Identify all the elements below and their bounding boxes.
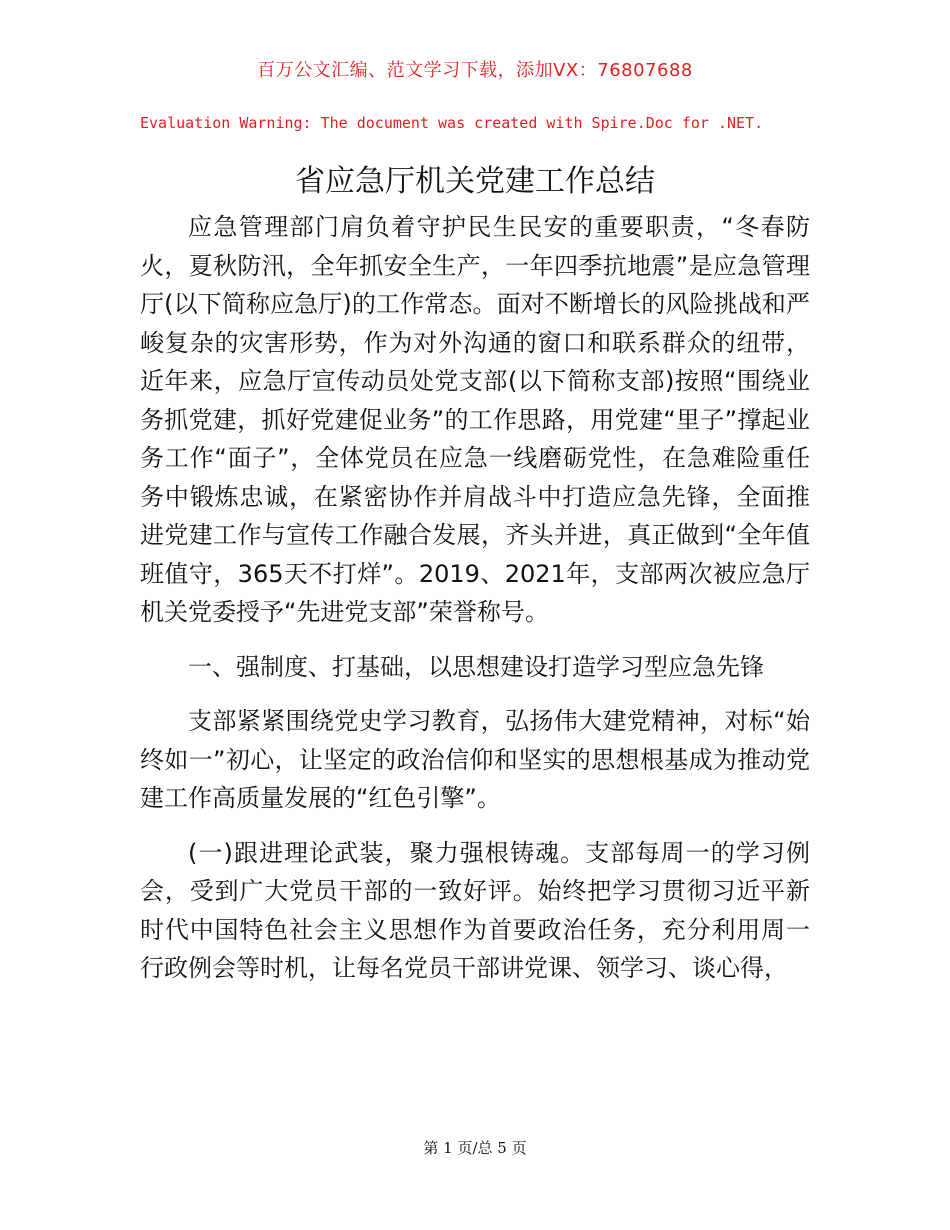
document-title: 省应急厅机关党建工作总结	[295, 164, 655, 199]
evaluation-warning: Evaluation Warning: The document was created with Spire.Doc for .NET.	[140, 114, 764, 132]
document-body	[140, 208, 810, 988]
paragraph-intro: 应急管理部门肩负着守护民生民安的重要职责，“冬春防火，夏秋防汛，全年抓安全生产，一年四季抗地震”是应急管理厅(以下简称应急厅)的工作常态。面对不断增长的风险挑战和严峻复杂的灾害形势，作为对外沟通的窗口和联系群众的纽带，近年来，应急厅宣传动员处党支部(以下简称支部)按照“围绕业务抓党建，抓好党建促业务”的工作思路，用党建“里子”撑起业务工作“面子”，全体党员在应急一线磨砺党性，在急难险重任务中锻炼忠诚，在紧密协作并肩战斗中打造应急先锋，全面推进党建工作与宣传工作融合发展，齐头并进，真正做到“全年值班值守，365天不打烊”。2019、2021年，支部两次被应急厅机关党委授予“先进党支部”荣誉称号。	[140, 213, 810, 626]
page-indicator: 第 1 页/总 5 页	[423, 1139, 527, 1157]
paragraph-section-intro: 支部紧紧围绕党史学习教育，弘扬伟大建党精神，对标“始终如一”初心，让坚定的政治信仰和坚实的思想根基成为推动党建工作高质量发展的“红色引擎”。	[140, 707, 810, 812]
promo-banner: 百万公文汇编、范文学习下载，添加VX：76807688	[257, 60, 693, 81]
paragraph-subsection-1: (一)跟进理论武装，聚力强根铸魂。支部每周一的学习例会，受到广大党员干部的一致好评。始终把学习贯彻习近平新时代中国特色社会主义思想作为首要政治任务，充分利用周一行政例会等时机，让每名党员干部讲党课、领学习、谈心得，	[140, 838, 810, 982]
section-heading: 一、强制度、打基础，以思想建设打造学习型应急先锋	[188, 652, 764, 681]
